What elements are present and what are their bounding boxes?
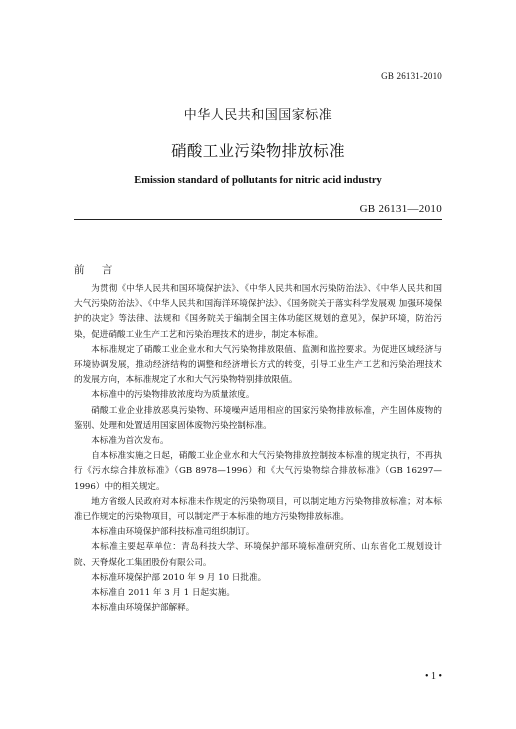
- paragraph: 为贯彻《中华人民共和国环境保护法》、《中华人民共和国水污染防治法》、《中华人民共和国大气污染防治法》、《中华人民共和国海洋环境保护法》、《国务院关于落实科学发展观 加强环境保护的决定》等法律、法规和《国务院关于编制全国主体功能区规划的意见》，保护环境，防治污染，促进硝酸工业生产工艺和污染治理技术的进步，制定本标准。: [74, 284, 442, 340]
- paragraph: 本标准中的污染物排放浓度均为质量浓度。: [91, 390, 255, 401]
- foreword-body: [74, 282, 442, 616]
- paragraph: 本标准主要起草单位：青岛科技大学、环境保护部环境标准研究所、山东省化工规划设计院、天脊煤化工集团股份有限公司。: [74, 542, 442, 568]
- horizontal-divider: [74, 219, 442, 220]
- document-title-chinese: 硝酸工业污染物排放标准: [171, 142, 345, 160]
- paragraph: 硝酸工业企业排放恶臭污染物、环境噪声适用相应的国家污染物排放标准，产生固体废物的鉴别、处理和处置适用国家固体废物污染控制标准。: [74, 405, 442, 431]
- paragraph: 本标准规定了硝酸工业企业水和大气污染物排放限值、监测和监控要求。为促进区域经济与环境协调发展，推动经济结构的调整和经济增长方式的转变，引导工业生产工艺和污染治理技术的发展方向，本标准规定了水和大气污染物特别排放限值。: [74, 344, 442, 386]
- paragraph: 本标准为首次发布。: [91, 436, 169, 447]
- national-standard-label: 中华人民共和国国家标准: [183, 108, 333, 123]
- paragraph: 本标准环境保护部 2010 年 9 月 10 日批准。: [91, 572, 267, 583]
- foreword-heading: 前 言: [74, 264, 120, 276]
- paragraph: 本标准由环境保护部解释。: [91, 603, 195, 614]
- standard-number: GB 26131—2010: [359, 203, 442, 215]
- document-title-english: Emission standard of pollutants for nitric acid industry: [134, 175, 382, 186]
- paragraph: 地方省级人民政府对本标准未作规定的污染物项目，可以制定地方污染物排放标准；对本标准已作规定的污染物项目，可以制定严于本标准的地方污染物排放标准。: [74, 496, 442, 523]
- paragraph: 本标准由环境保护部科技标准司组织制订。: [91, 527, 255, 538]
- standard-number-header: GB 26131-2010: [381, 71, 442, 81]
- paragraph: 自本标准实施之日起，硝酸工业企业水和大气污染物排放控制按本标准的规定执行，不再执行《污水综合排放标准》（GB 8978—1996）和《大气污染物综合排放标准》（GB 16297—1996）中的相关规定。: [74, 451, 442, 492]
- page-number: • 1 •: [424, 671, 442, 682]
- paragraph: 本标准自 2011 年 3 月 1 日起实施。: [91, 588, 235, 599]
